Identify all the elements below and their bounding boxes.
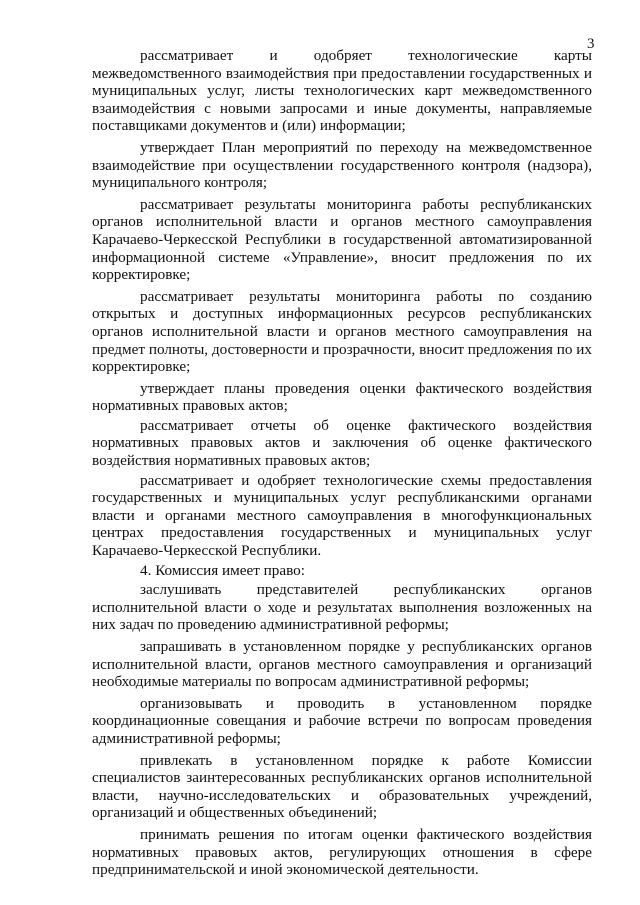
paragraph: организовывать и проводить в установленном порядке координационные совещания и рабочие встречи по вопросам проведения административной реформы;	[92, 694, 592, 747]
paragraph: рассматривает отчеты об оценке фактического воздействия нормативных правовых актов и заключения об оценке фактического воздействия нормативных правовых актов;	[92, 416, 592, 470]
paragraph: привлекать в установленном порядке к работе Комиссии специалистов заинтересованных республиканских органов исполнительной власти, научно-исследовательских и образовательных учреждений, организаций и общественных объединений;	[92, 751, 592, 822]
paragraph: запрашивать в установленном порядке у республиканских органов исполнительной власти, органов местного самоуправления и организаций необходимые материалы по вопросам административной реформы;	[92, 638, 592, 691]
paragraph: утверждает планы проведения оценки фактического воздействия нормативных правовых актов;	[92, 379, 592, 415]
section-heading: 4. Комиссия имеет право:	[140, 561, 305, 579]
paragraph: утверждает План мероприятий по переходу на межведомственное взаимодействие при осуществлении государственного контроля (надзора), муниципального контроля;	[92, 138, 592, 192]
paragraph: рассматривает и одобряет технологические схемы предоставления государственных и муниципальных услуг республиканскими органами власти и органами местного самоуправления в многофункциональных центрах предоставления государственных и муниципальных услуг Карачаево-Черкесской Республики.	[92, 471, 592, 560]
page-number: 3	[587, 36, 595, 52]
paragraph: рассматривает и одобряет технологические карты межведомственного взаимодействия при предоставлении государственных и муниципальных услуг, листы технологических карт межведомственного взаимодействия с новыми запросами и иные документы, направляемые поставщиками документов и (или) информации;	[92, 47, 592, 135]
paragraph: заслушивать представителей республиканских органов исполнительной власти о ходе и результатах выполнения возложенных на них задач по проведению административной реформы;	[92, 581, 592, 634]
document-body	[92, 47, 592, 883]
paragraph: рассматривает результаты мониторинга работы республиканских органов исполнительной власти и органов местного самоуправления Карачаево-Черкесской Республики в государственной автоматизированной информационной системе «Управление», вносит предложения по их корректировке;	[92, 195, 592, 284]
paragraph: рассматривает результаты мониторинга работы по созданию открытых и доступных информационных ресурсов республиканских органов исполнительной власти и органов местного самоуправления на предмет полноты, достоверности и прозрачности, вносит предложения по их корректировке;	[92, 287, 592, 376]
paragraph: принимать решения по итогам оценки фактического воздействия нормативных правовых актов, регулирующих отношения в сфере предпринимательской и иной экономической деятельности.	[92, 825, 592, 879]
